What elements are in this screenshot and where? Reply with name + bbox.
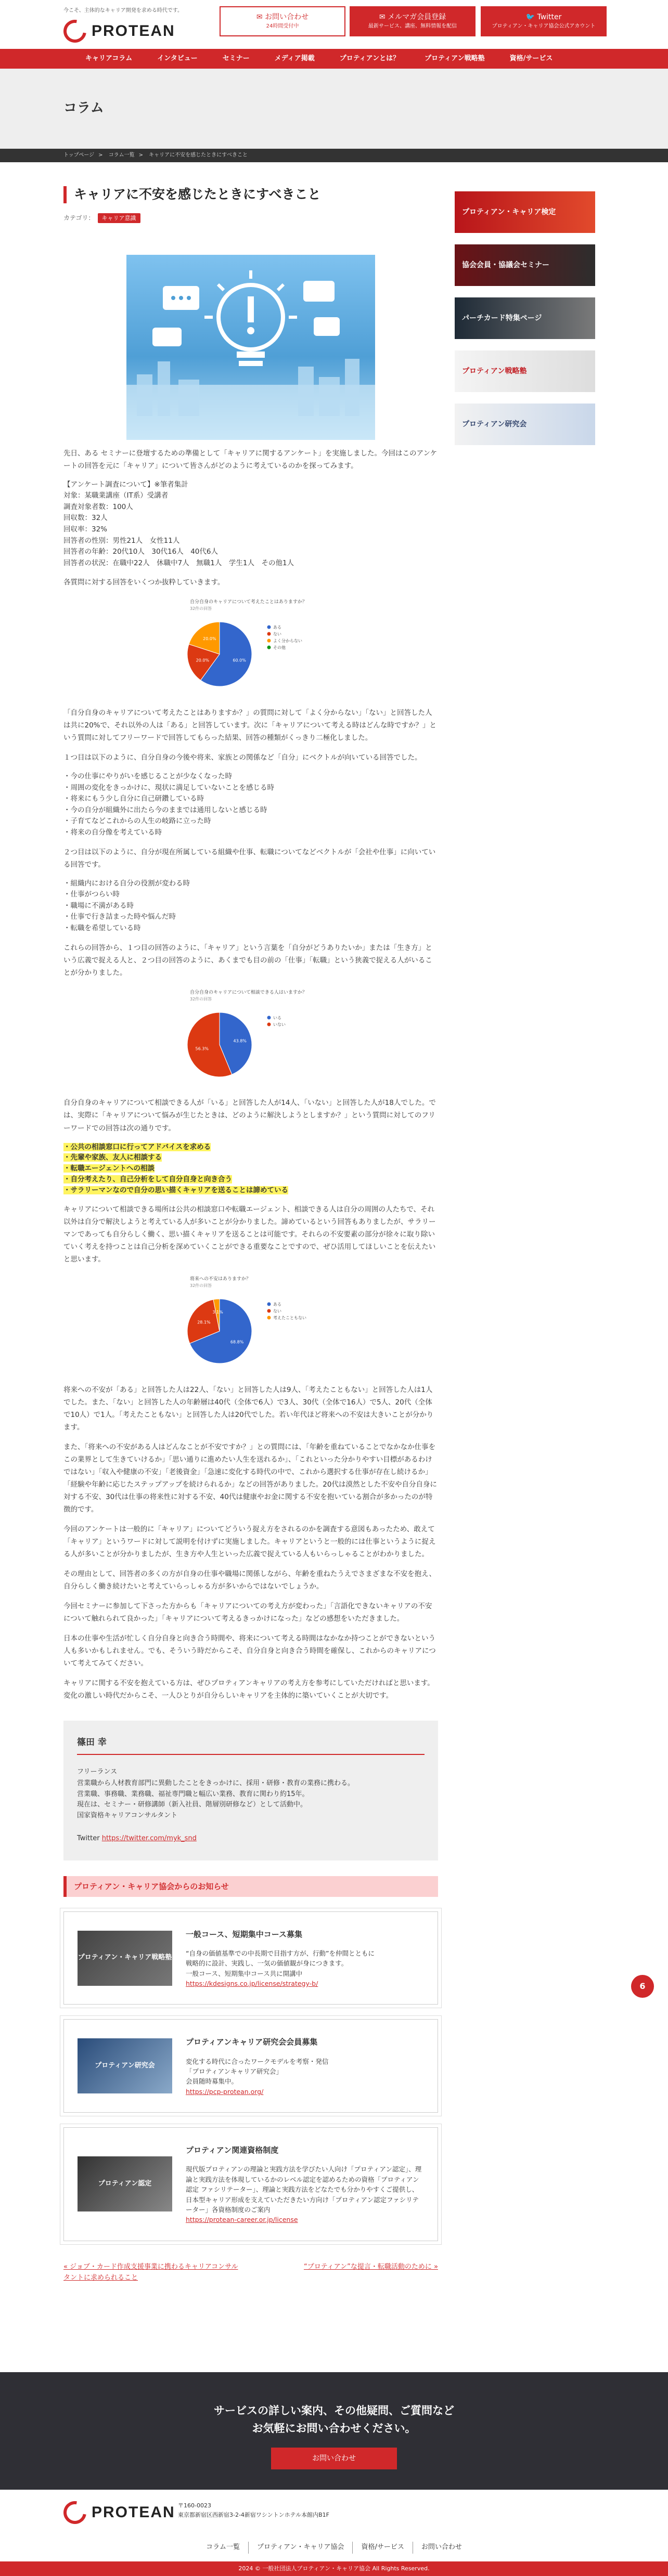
survey-line: 【アンケート調査について】※筆者集計 bbox=[63, 480, 188, 489]
logo-icon bbox=[59, 2497, 91, 2529]
list-item: ・組織内における自分の役割が変わる時 bbox=[63, 879, 190, 888]
list-item: ・将来の自分像を考えている時 bbox=[63, 828, 162, 837]
logo-text: PROTEAN bbox=[92, 22, 175, 40]
chart-subtitle: 32件の回答 bbox=[190, 1283, 212, 1289]
legend-swatch bbox=[267, 632, 271, 636]
twitter-sub: プロティアン・キャリア協会公式アカウント bbox=[492, 23, 596, 29]
site-logo[interactable] bbox=[63, 18, 175, 45]
notices-heading: プロティアン・キャリア協会からのお知らせ bbox=[63, 1876, 438, 1897]
notice-line: 一般コース、短期集中コース共に開講中 bbox=[186, 1969, 303, 1977]
legend-swatch bbox=[267, 1309, 271, 1313]
prev-post-link[interactable]: « ジョブ・カード作成支援事業に携わるキャリアコンサルタントに求められること bbox=[63, 2262, 238, 2282]
notice-line: 戦略的に設計、実践し、一気の価値観が身につきます。 bbox=[186, 1959, 348, 1968]
legend-swatch bbox=[267, 1022, 271, 1026]
header-newsletter-button[interactable] bbox=[350, 6, 476, 36]
logo-text: PROTEAN bbox=[92, 2504, 175, 2521]
copyright: 2024 © 一般社団法人プロティアン・キャリア協会 All Rights Reserved. bbox=[0, 2561, 668, 2576]
list-item: ・転職を希望している時 bbox=[63, 924, 141, 933]
nav-item-seminar[interactable]: セミナー bbox=[222, 55, 250, 62]
notice-line: 現代版プロティアンの理論と実践方法を学びたい人向け「プロティアン認定」、理論と実践方法を体現しているかのレベル認定を認めるための資格「プロティアン認定 ファシリテーター」、理論と実践方法をどなたでも分かりやすくご提供し、日本型キャリア形成を支えていただきたい方向け「プロティアン認定ファシリテーター」各資格制度のご案内 bbox=[186, 2165, 422, 2214]
list-item: ・仕事で行き詰まった時や悩んだ時 bbox=[63, 913, 176, 921]
sidebar bbox=[455, 191, 595, 457]
survey-info bbox=[63, 479, 438, 569]
legend-swatch bbox=[267, 1303, 271, 1306]
highlight-item: ・公共の相談窓口に行ってアドバイスを求める bbox=[63, 1142, 211, 1151]
notice-card bbox=[63, 1911, 438, 2005]
twitter-label: Twitter bbox=[77, 1834, 100, 1842]
notice-thumbnail[interactable]: プロティアン研究会 bbox=[78, 2038, 172, 2093]
address: 東京都新宿区西新宿3-2-4新宿ワシントンホテル本館内B1F bbox=[178, 2511, 329, 2518]
highlight-item: ・自分考えたり、自己分析をして自分自身と向き合う bbox=[63, 1175, 232, 1184]
paragraph: 自分自身のキャリアについて相談できる人が「いる」と回答した人が14人、「いない」と回答した人が18人でした。では、実際に「キャリアについて悩みが生じたときは、どのように解決しようとしますか？」という質問に対してのフリーワードでの回答は次の通りです。 bbox=[63, 1099, 436, 1133]
paragraph: 各質問に対する回答をいくつか抜粋していきます。 bbox=[63, 578, 225, 587]
paragraph: ２つ目は以下のように、自分が現在所属している組織や仕事、転職についてなどベクトルが「会社や仕事」に向いている回答です。 bbox=[63, 848, 436, 869]
bio-line: 営業職、事務職、業務職、福祉専門職と幅広い業務、教育に関わり約15年。 bbox=[77, 1790, 309, 1798]
paragraph: 今回のアンケートは一般的に「キャリア」についてどういう捉え方をされるのかを調査する意図もあったため、敢えて「キャリア」というワードに対して説明を付けずに実施しました。キャリアというと一般的には仕事というように捉える人が多いことが分かりましたが、生き方や人生といった広義で捉えている人もいらっしゃることがわかりました。 bbox=[63, 1525, 436, 1559]
list-item: ・子育てなどこれからの人生の岐路に立った時 bbox=[63, 817, 211, 826]
sidebar-banner-exam[interactable]: プロティアン・キャリア検定 bbox=[455, 191, 595, 233]
breadcrumb: トップページ > コラム一覧 > キャリアに不安を感じたときにすべきこと bbox=[0, 149, 668, 162]
author-name: 篠田 幸 bbox=[77, 1735, 425, 1755]
paragraph: １つ目は以下のように、自分自身の今後や将来、家族との関係など「自分」にベクトルが向いている回答でした。 bbox=[63, 753, 422, 762]
pie-svg bbox=[165, 1273, 337, 1372]
nav-item-license[interactable]: 資格/サービス bbox=[509, 55, 553, 62]
legend-label: ない bbox=[273, 632, 281, 637]
notice-line: “自身の価値基準での中長期で目指す方が、行動”を仲間とともに bbox=[186, 1949, 375, 1957]
pie-svg bbox=[165, 986, 337, 1085]
sidebar-banner-seminar[interactable]: 協会会員・協議会セミナー bbox=[455, 244, 595, 286]
chart-title: 将来への不安はありますか？ bbox=[190, 1277, 251, 1282]
footer-logo[interactable] bbox=[63, 2499, 175, 2527]
global-nav bbox=[0, 49, 668, 69]
notice-thumbnail[interactable]: プロティアン・キャリア戦略塾 bbox=[78, 1931, 172, 1986]
footer-link-column[interactable]: コラム一覧 bbox=[206, 2543, 240, 2551]
author-role: フリーランス bbox=[77, 1768, 118, 1776]
survey-line: 回答者の状況：在職中22人 休職中7人 無職1人 学生1人 その他1人 bbox=[63, 558, 294, 567]
breadcrumb-home[interactable]: トップページ bbox=[63, 152, 95, 158]
list-item: ・職場に不満がある時 bbox=[63, 901, 134, 910]
nav-item-strategy[interactable]: プロティアン戦略塾 bbox=[425, 55, 485, 62]
article-title: キャリアに不安を感じたときにすべきこと bbox=[63, 186, 438, 203]
list-item: ・今の自分が組織外に出たら今のままでは通用しないと感じる時 bbox=[63, 805, 267, 814]
highlight-item: ・先輩や家族、友人に相談する bbox=[63, 1153, 162, 1162]
sidebar-banner-strategy[interactable]: プロティアン戦略塾 bbox=[455, 350, 595, 392]
notice-body bbox=[186, 2164, 424, 2224]
newsletter-label: ✉ メルマガ会員登録 bbox=[379, 13, 446, 22]
site-footer bbox=[0, 2490, 668, 2576]
pie-chart-3 bbox=[165, 1273, 337, 1376]
bio-line: 現在は、セミナー・研修講師（新入社員、階層別研修など）として活動中。 bbox=[77, 1801, 307, 1809]
legend-label: ある bbox=[273, 1302, 281, 1307]
survey-line: 回答者の年齢：20代10人 30代16人 40代6人 bbox=[63, 548, 218, 556]
twitter-label: 🐦 Twitter bbox=[525, 13, 562, 22]
pie-data-label: 56.3% bbox=[195, 1046, 209, 1051]
highlight-list bbox=[63, 1142, 438, 1196]
header-twitter-button[interactable] bbox=[481, 6, 607, 36]
cta-contact-button[interactable]: お問い合わせ bbox=[271, 2448, 397, 2469]
list bbox=[63, 771, 438, 839]
paragraph: 今回セミナーに参加して下さった方からも「キャリアについての考え方が変わった」「言語化できないキャリアの不安について触れられて良かった」「キャリアについて考えるきっかけになった」などの感想をいただきました。 bbox=[63, 1602, 432, 1623]
pie-data-label: 3.1% bbox=[212, 1310, 223, 1315]
legend-label: 考えたこともない bbox=[273, 1316, 306, 1321]
list-item: ・周囲の変化をきっかけに、現状に満足していないことを感じる時 bbox=[63, 783, 274, 792]
notice-title: プロティアン関連資格制度 bbox=[186, 2145, 279, 2155]
postal-code: 〒160-0023 bbox=[178, 2502, 211, 2509]
paragraph: これらの回答から、１つ目の回答のように、「キャリア」という言葉を「自分がどうありたいか」または「生き方」という広義で捉える人と、２つ目の回答のように、あくまでも目の前の「仕事」「転職」という狭義で捉える人がいることが分かりました。 bbox=[63, 943, 432, 977]
chart-title: 自分自身のキャリアについて考えたことはありますか？ bbox=[190, 600, 307, 605]
notice-thumbnail[interactable]: プロティアン認定 bbox=[78, 2156, 172, 2211]
header-contact-button[interactable] bbox=[220, 6, 345, 36]
nav-item-media[interactable]: メディア掲載 bbox=[274, 55, 315, 62]
notice-title: プロティアンキャリア研究会会員募集 bbox=[186, 2037, 318, 2047]
legend-label: いる bbox=[273, 1015, 281, 1020]
survey-line: 回収数：32人 bbox=[63, 514, 108, 523]
legend-swatch bbox=[267, 1316, 271, 1320]
paragraph: また、「将来への不安がある人はどんなことが不安ですか？」との質問には、「年齢を重ねていることでなかなか仕事をこの業界として生きていけるか」「思い通りに進めたい人生を送れるか」、「これといった分かりやすい目標があるわけではない」「収入や健康の不安」「老後資金」「急速に変化する時代の中で、これから選択する仕事が存在し続けるか」「経験や年齢に応じたステップアップを続けられるか」などの回答がありました。20代は漠然とした不安や自分自身に対する不安、30代は仕事の将来性に対する不安、40代は健康やお金に関する不安を抱いている割合が多かったのが特徴的です。 bbox=[63, 1443, 437, 1514]
chart-subtitle: 32件の回答 bbox=[190, 606, 212, 612]
page-header bbox=[0, 69, 668, 149]
floating-badge[interactable]: 6 bbox=[631, 1975, 654, 1998]
hero-image bbox=[126, 255, 375, 440]
paragraph: キャリアについて相談できる場所は公共の相談窓口や転職エージェント、相談できる人は自分の周囲の人たちで、それ以外は自分で解決しようと考えている人が多いことが分かりました。諦めているという回答もありましたが、サラリーマンであっても自分らしく働く、思い描くキャリアを送ることは可能です。それらの不安要素の部分が徐々に取り除いていく考えを持つことは自己分析を深めていくことができる重要なことですので、ぜひ活用してほしいことを伝えたいと思います。 bbox=[63, 1205, 436, 1264]
legend-label: その他 bbox=[273, 645, 286, 650]
notice-card bbox=[63, 2127, 438, 2241]
legend-label: ない bbox=[273, 1309, 281, 1314]
contact-sub: 24時間受付中 bbox=[266, 23, 299, 29]
notice-link[interactable]: https://pcp-protean.org/ bbox=[186, 2087, 264, 2096]
contact-label: ✉ お問い合わせ bbox=[256, 13, 309, 22]
paragraph: キャリアに関する不安を抱えている方は、ぜひプロティアンキャリアの考え方を参考にしていただければと思います。変化の激しい時代だからこそ、一人ひとりが自分らしいキャリアを主体的に築いていくことが大切です。 bbox=[63, 1679, 434, 1700]
legend-label: ある bbox=[273, 625, 281, 630]
pie-data-label: 20.0% bbox=[203, 636, 216, 642]
notice-link[interactable]: https://kdesigns.co.jp/license/strategy-b/ bbox=[186, 1980, 318, 1988]
paragraph: 日本の仕事や生活が忙しく自分自身と向き合う時間や、将来について考える時間はなかなか持つことができないという人も多いかもしれません。でも、そういう時だからこそ、自分自身と向き合う時間を確保し、これからのキャリアについて考えてみてください。 bbox=[63, 1634, 436, 1668]
site-header bbox=[0, 0, 668, 49]
chart-subtitle: 32件の回答 bbox=[190, 996, 212, 1001]
article-category-row bbox=[63, 213, 438, 224]
sidebar-banner-research[interactable]: プロティアン研究会 bbox=[455, 404, 595, 445]
author-profile bbox=[63, 1721, 438, 1860]
nav-item-interview[interactable]: インタビュー bbox=[157, 55, 198, 62]
footer-address bbox=[178, 2501, 329, 2519]
category-badge[interactable]: キャリア意識 bbox=[98, 213, 140, 223]
legend-swatch bbox=[267, 639, 271, 643]
notice-card bbox=[63, 2019, 438, 2113]
footer-link-about[interactable]: プロティアン・キャリア協会 bbox=[248, 2542, 352, 2554]
pie-data-label: 20.0% bbox=[196, 658, 210, 663]
pie-data-label: 68.8% bbox=[230, 1339, 244, 1345]
highlight-item: ・転職エージェントへの相談 bbox=[63, 1164, 155, 1173]
category-label: カテゴリ： bbox=[63, 214, 95, 222]
nav-item-about[interactable]: プロティアンとは？ bbox=[339, 55, 400, 62]
notice-body bbox=[186, 2057, 328, 2097]
pie-chart-1 bbox=[165, 596, 337, 699]
notice-title: 一般コース、短期集中コース募集 bbox=[186, 1929, 302, 1939]
nav-item-column[interactable]: キャリアコラム bbox=[85, 55, 133, 62]
survey-line: 調査対象者数：100人 bbox=[63, 502, 133, 511]
legend-swatch bbox=[267, 1016, 271, 1019]
breadcrumb-current: キャリアに不安を感じたときにすべきこと bbox=[149, 152, 248, 158]
content-wrap bbox=[0, 162, 668, 2450]
paragraph: 先日、ある セミナーに登壇するための準備として「キャリアに関するアンケート」を実施しました。今回はこのアンケートの回答を元に「キャリア」について皆さんがどのように考えているのかを探ってみます。 bbox=[63, 449, 438, 470]
list bbox=[63, 878, 438, 934]
survey-line: 回答者の性別：男性21人 女性11人 bbox=[63, 536, 180, 545]
survey-line: 対象：某職業講座（IT系）受講者 bbox=[63, 491, 169, 500]
article bbox=[63, 162, 438, 2283]
author-twitter-link[interactable]: https://twitter.com/myk_snd bbox=[101, 1834, 197, 1842]
next-post-link[interactable]: “プロティアン”な提言・転職活動のために » bbox=[303, 2262, 438, 2271]
pie-svg bbox=[165, 596, 337, 695]
paragraph: その理由として、回答者の多くの方が自身の仕事や職場に関係しながら、年齢を重ねたうえでさまざまな不安を抱え、自分らしく働き続けたいと考えていらっしゃる方が多いからではないでしょうか。 bbox=[63, 1570, 436, 1591]
notice-body bbox=[186, 1948, 375, 1989]
breadcrumb-column[interactable]: コラム一覧 bbox=[108, 152, 135, 158]
author-bio bbox=[77, 1778, 425, 1822]
pie-data-label: 43.8% bbox=[233, 1038, 247, 1044]
list-item: ・今の仕事にやりがいを感じることが少なくなった時 bbox=[63, 772, 232, 781]
paragraph: 「自分自身のキャリアについて考えたことはありますか？」の質問に対して「よく分からない」「ない」と回答した人は共に20%で、それ以外の人は「ある」と回答しています。次に「キャリアについて考える時はどんな時ですか？」という質問に対してフリーワードで回答してもらった結果、回答の種類がくっきり二極化しました。 bbox=[63, 709, 436, 743]
list-item: ・仕事がつらい時 bbox=[63, 890, 120, 899]
notice-line: 「プロティアンキャリア研究会」 bbox=[186, 2067, 283, 2076]
legend-swatch bbox=[267, 626, 271, 629]
highlight-item: ・サラリーマンなので自分の思い描くキャリアを送ることは諦めている bbox=[63, 1186, 288, 1195]
page-title: コラム bbox=[63, 100, 104, 116]
footer-nav bbox=[0, 2542, 668, 2554]
legend-label: よく分からない bbox=[273, 639, 302, 644]
notice-link[interactable]: https://protean-career.or.jp/license bbox=[186, 2216, 298, 2224]
logo-icon bbox=[59, 16, 91, 47]
post-pager bbox=[63, 2262, 438, 2284]
sidebar-banner-card[interactable]: パーチカード特集ページ bbox=[455, 297, 595, 339]
lightbulb-illustration bbox=[126, 255, 375, 440]
pie-data-label: 28.1% bbox=[197, 1320, 211, 1325]
footer-link-license[interactable]: 資格/サービス bbox=[352, 2542, 412, 2554]
bio-line: 国家資格キャリアコンサルタント bbox=[77, 1812, 178, 1820]
paragraph: 将来への不安が「ある」と回答した人は22人、「ない」と回答した人は9人、「考えたこともない」と回答した人は1人でした。また、「ない」と回答した人の年齢層は40代（全体で6人）で3人、30代（全体で16人）で5人、20代（全体で10人）で1人。「考えたこともない」と回答した人は20代でした。若い年代ほど将来への不安は大きいことが分かります。 bbox=[63, 1385, 434, 1432]
pie-chart-2 bbox=[165, 986, 337, 1090]
header-tagline: 今こそ、主体的なキャリア開発を求める時代です。 bbox=[63, 8, 183, 14]
newsletter-sub: 最新サービス、講座、無料情報を配信 bbox=[368, 23, 457, 29]
contact-cta bbox=[0, 2372, 668, 2490]
chart-title: 自分自身のキャリアについて相談できる人はいますか？ bbox=[190, 990, 307, 995]
legend-label: いない bbox=[273, 1022, 286, 1027]
list-item: ・将来にもう少し自分に自己研鑽している時 bbox=[63, 795, 204, 803]
footer-link-contact[interactable]: お問い合わせ bbox=[413, 2542, 470, 2554]
bio-line: 営業職から人材教育部門に異動したことをきっかけに、採用・研修・教育の業務に携わる。 bbox=[77, 1779, 355, 1787]
notice-line: 会員随時募集中。 bbox=[186, 2077, 238, 2086]
survey-line: 回収率：32% bbox=[63, 525, 108, 534]
author-twitter-row bbox=[77, 1833, 425, 1845]
pie-data-label: 60.0% bbox=[233, 658, 246, 663]
notice-line: 変化する時代に合ったワークモデルを考察・発信 bbox=[186, 2057, 329, 2065]
legend-swatch bbox=[267, 646, 271, 649]
cta-text: サービスの詳しい案内、その他疑問、ご質問など お気軽にお問い合わせください。 bbox=[214, 2404, 454, 2435]
